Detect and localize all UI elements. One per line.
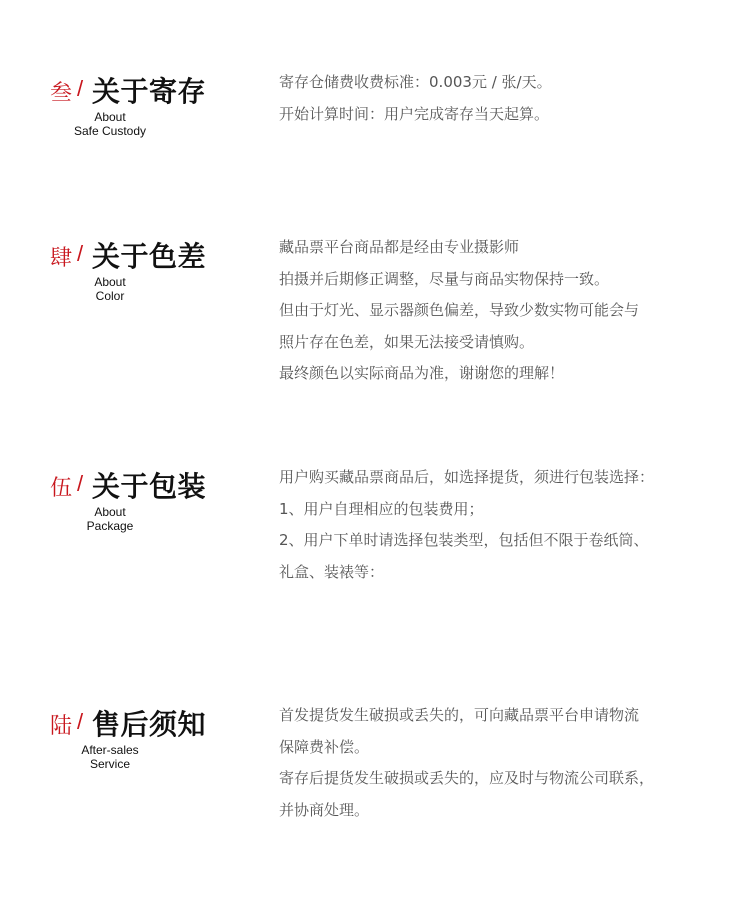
section-english-subtitle bbox=[60, 275, 160, 303]
english-subtitle-line: After-sales bbox=[81, 743, 139, 757]
body-line: 藏品票平台商品都是经由专业摄影师 bbox=[279, 238, 520, 256]
section-title: 关于寄存 bbox=[92, 75, 207, 108]
section-english-subtitle bbox=[60, 743, 160, 771]
body-line: 保障费补偿。 bbox=[279, 737, 370, 756]
heading-slash: / bbox=[77, 76, 84, 101]
english-subtitle-line: Safe Custody bbox=[73, 124, 147, 138]
body-line: 最终颜色以实际商品为准，谢谢您的理解！ bbox=[279, 364, 565, 382]
section-numeral: 伍 bbox=[50, 476, 73, 501]
section-english-subtitle bbox=[60, 110, 160, 138]
heading-slash: / bbox=[77, 471, 84, 496]
body-line: 并协商处理。 bbox=[279, 800, 370, 819]
section-body bbox=[279, 465, 719, 591]
section-title: 关于包装 bbox=[92, 470, 207, 503]
heading-slash: / bbox=[77, 241, 84, 266]
english-subtitle-line: About bbox=[94, 110, 126, 124]
english-subtitle-line: About bbox=[94, 505, 126, 519]
english-subtitle-line: Service bbox=[89, 757, 130, 771]
section-title: 关于色差 bbox=[92, 240, 207, 273]
section-numeral: 肆 bbox=[50, 246, 73, 271]
section-heading bbox=[50, 703, 240, 743]
body-line: 用户购买藏品票商品后，如选择提货，须进行包装选择： bbox=[279, 468, 655, 486]
english-subtitle-line: About bbox=[94, 275, 126, 289]
section-body bbox=[279, 235, 719, 393]
body-line: 寄存仓储费收费标准：0.003元 / 张/天。 bbox=[279, 73, 552, 91]
body-line: 2、用户下单时请选择包装类型，包括但不限于卷纸筒、 bbox=[279, 531, 649, 549]
body-line: 开始计算时间：用户完成寄存当天起算。 bbox=[279, 104, 550, 123]
section-english-subtitle bbox=[60, 505, 160, 533]
body-line: 礼盒、装裱等： bbox=[279, 562, 385, 581]
body-line: 照片存在色差，如果无法接受请慎购。 bbox=[279, 332, 535, 351]
section-numeral: 叁 bbox=[50, 81, 73, 106]
section-heading bbox=[50, 70, 240, 110]
section-body bbox=[279, 70, 719, 133]
body-line: 拍摄并后期修正调整，尽量与商品实物保持一致。 bbox=[279, 269, 610, 288]
body-line: 首发提货发生破损或丢失的，可向藏品票平台申请物流 bbox=[279, 706, 640, 724]
body-line: 但由于灯光、显示器颜色偏差，导致少数实物可能会与 bbox=[279, 301, 640, 319]
body-line: 寄存后提货发生破损或丢失的，应及时与物流公司联系， bbox=[279, 769, 655, 787]
section-title: 售后须知 bbox=[92, 708, 207, 741]
section-heading bbox=[50, 235, 240, 275]
section-heading bbox=[50, 465, 240, 505]
body-line: 1、用户自理相应的包装费用； bbox=[279, 499, 484, 518]
english-subtitle-line: Color bbox=[95, 289, 125, 303]
english-subtitle-line: Package bbox=[86, 519, 134, 533]
section-numeral: 陆 bbox=[50, 714, 73, 739]
heading-slash: / bbox=[77, 709, 84, 734]
section-body bbox=[279, 703, 719, 829]
